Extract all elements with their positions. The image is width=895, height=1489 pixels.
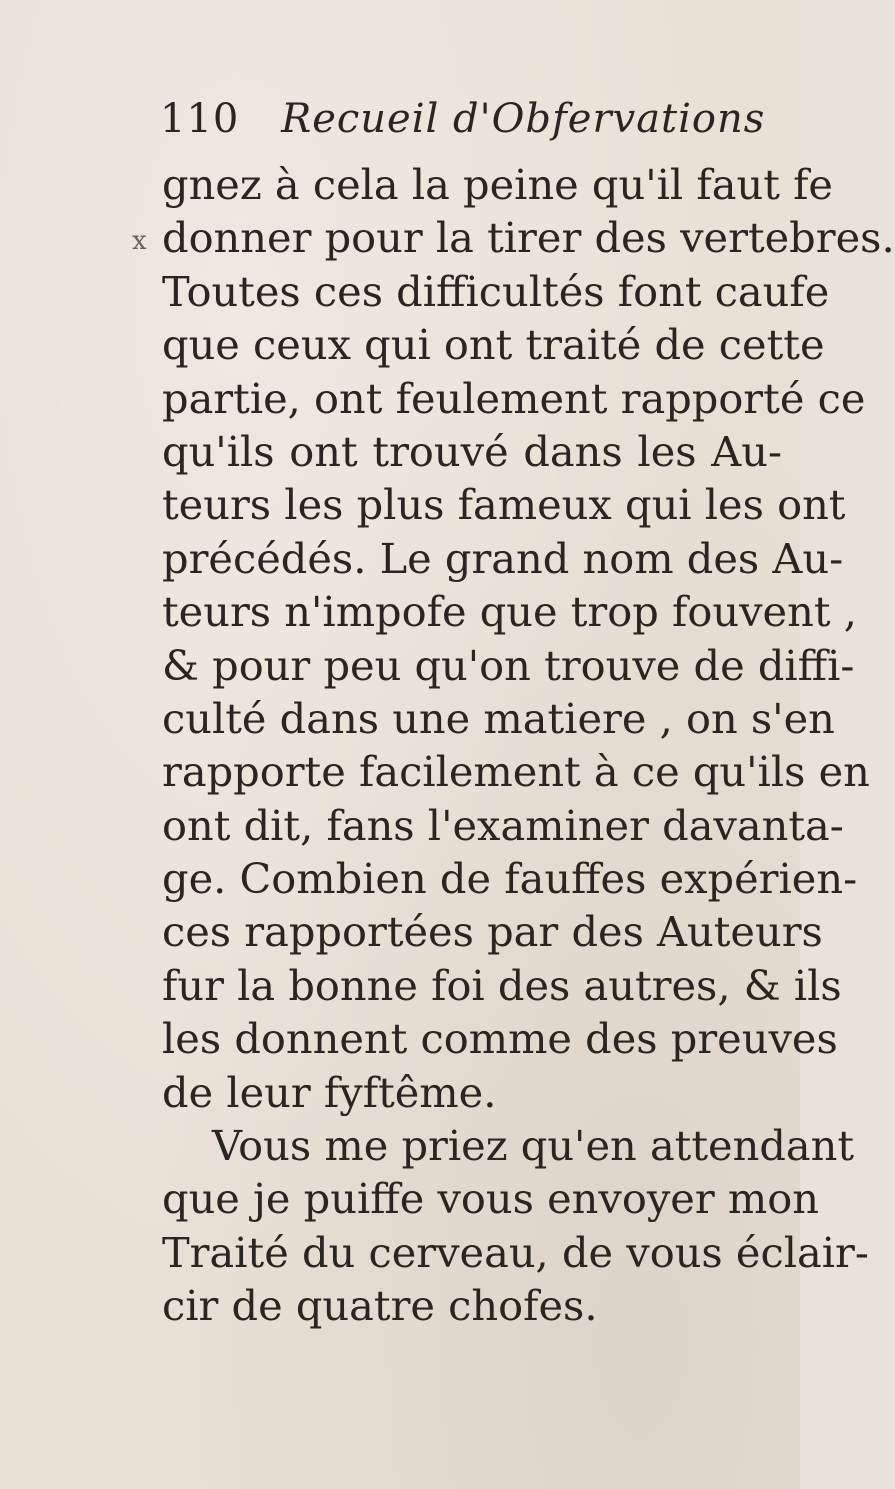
text-line: teurs n'impofe que trop fouvent , — [162, 587, 857, 637]
text-line: que ceux qui ont traité de cette — [162, 320, 825, 370]
text-line: précédés. Le grand nom des Au- — [162, 533, 844, 583]
running-title: Recueil d'Obfervations — [281, 96, 766, 142]
text-line: rapporte facilement à ce qu'ils en — [162, 747, 870, 797]
text-line: ont dit, fans l'examiner davanta- — [162, 800, 844, 850]
text-line: ge. Combien de fauffes expérien- — [162, 854, 858, 904]
text-line: les donnent comme des preuves — [162, 1014, 838, 1064]
text-line: donner pour la tirer des vertebres. — [162, 213, 895, 263]
text-line: ces rapportées par des Auteurs — [162, 907, 823, 957]
text-line: fur la bonne foi des autres, & ils — [162, 960, 842, 1010]
text-line: qu'ils ont trouvé dans les Au- — [162, 426, 782, 476]
body-text — [162, 158, 895, 1333]
text-line: culté dans une matiere , on s'en — [162, 693, 835, 743]
text-line: Vous me priez qu'en attendant — [212, 1121, 855, 1171]
text-line: que je puiffe vous envoyer mon — [162, 1174, 819, 1224]
running-head — [160, 96, 765, 142]
text-line: partie, ont feulement rapporté ce — [162, 373, 866, 423]
text-line: Traité du cerveau, de vous éclair- — [162, 1227, 869, 1277]
text-line: Toutes ces difficultés font caufe — [162, 266, 830, 316]
text-line: teurs les plus fameux qui les ont — [162, 480, 846, 530]
margin-mark: x — [132, 226, 147, 256]
text-line: gnez à cela la peine qu'il faut fe — [162, 160, 833, 209]
page-number: 110 — [160, 96, 240, 142]
text-line: de leur fyftême. — [162, 1067, 497, 1117]
text-line: cir de quatre chofes. — [162, 1281, 598, 1331]
text-line: & pour peu qu'on trouve de diffi- — [162, 640, 855, 690]
